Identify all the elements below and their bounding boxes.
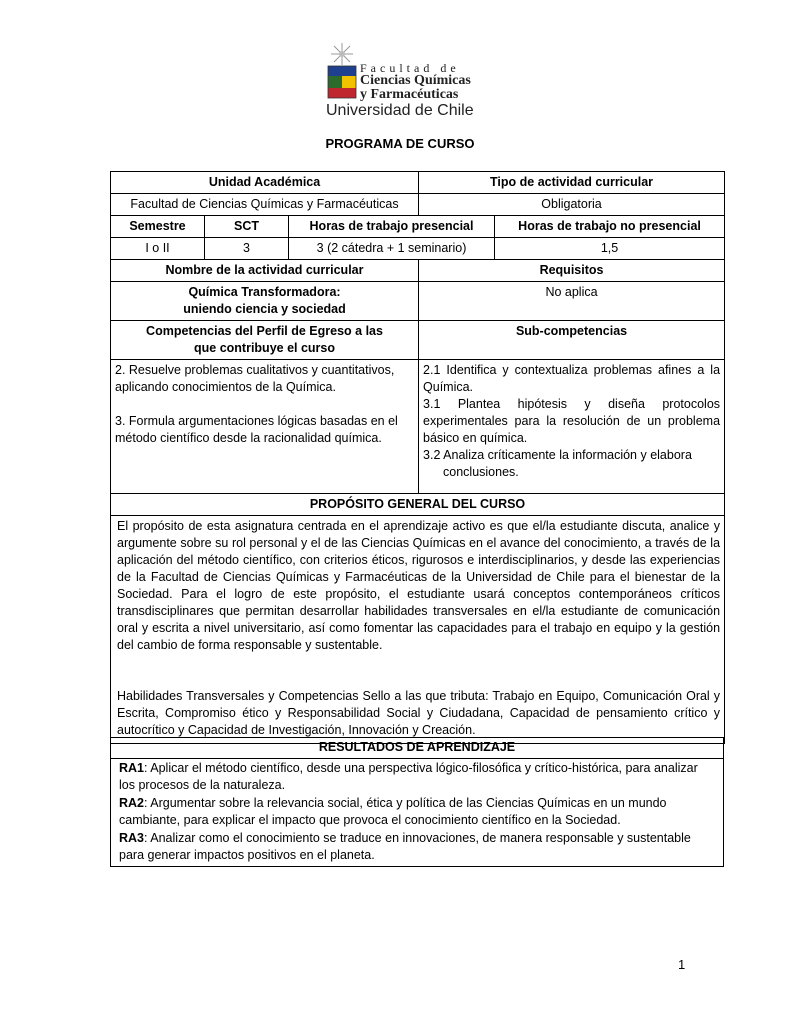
shield-icon (328, 66, 356, 98)
sct-value: 3 (205, 238, 289, 260)
semestre-value: I o II (111, 238, 205, 260)
sub-3-2: 3.2 Analiza críticamente la información y elabora (423, 448, 692, 462)
semestre-header: Semestre (111, 216, 205, 238)
horas-presencial-header: Horas de trabajo presencial (289, 216, 495, 238)
logo-text (360, 62, 471, 102)
ra1-text: : Aplicar el método científico, desde una perspectiva lógico-filosófica y crítico-histórica, para analizar los procesos de la naturaleza. (119, 760, 698, 792)
horas-presencial-value: 3 (2 cátedra + 1 seminario) (289, 238, 495, 260)
subcompetencias-header: Sub-competencias (419, 321, 725, 360)
competencia-2: 2. Resuelve problemas cualitativos y cuantitativos, aplicando conocimientos de la Química. (115, 363, 395, 394)
sub-2-1: 2.1 Identifica y contextualiza problemas afines a la Química. (423, 363, 721, 394)
ra2-label: RA2 (119, 795, 145, 810)
sub-3-2-cont: conclusiones. (443, 465, 519, 479)
logo-line-1: Facultad de (360, 61, 460, 75)
proposito-paragraph-2: Habilidades Transversales y Competencias Sello a las que tributa: Trabajo en Equipo, Comunicación Oral y Escrita, Compromiso ético y Responsabilidad Social y Ciudadana, Capacidad de pensamiento crítico y autocrítico y Capacidad de Investigación, Innovación y Creación. (117, 689, 721, 737)
tipo-header: Tipo de actividad curricular (419, 172, 725, 194)
ra3-text: : Analizar como el conocimiento se traduce en innovaciones, de manera responsable y sustentable para generar impactos positivos en el planeta. (119, 830, 691, 862)
proposito-header: PROPÓSITO GENERAL DEL CURSO (111, 494, 725, 516)
nombre-value (111, 282, 419, 321)
competencias-header-text: Competencias del Perfil de Egreso a las que contribuye el curso (146, 324, 383, 355)
competencia-3: 3. Formula argumentaciones lógicas basadas en el método científico desde la racionalidad química. (115, 414, 398, 445)
requisitos-header: Requisitos (419, 260, 725, 282)
logo-line-2: Ciencias Químicas (360, 73, 471, 88)
nombre-line-2: uniendo ciencia y sociedad (183, 302, 346, 316)
proposito-paragraph-1: El propósito de esta asignatura centrada en el aprendizaje activo es que el/la estudiante discuta, analice y argumente sobre su rol personal y el de las Ciencias Químicas en el avance del conocimiento, a través de la aplicación del método científico, con criterios éticos, rigurosos e interdisciplinarios, y desde las experiencias de la Facultad de Ciencias Químicas y Farmacéuticas de la Universidad de Chile para el bienestar de la Sociedad. Para el logro de este propósito, el estudiante usará conceptos contemporáneos críticos transdisciplinares que permitan desarrollar habilidades transversales en el/la estudiante de comunicación oral y escrita a nivel universitario, así como fomentar las capacidades para el trabajo en equipo y la gestión del cambio de forma responsable y sustentable. (117, 519, 721, 652)
ra3-item (119, 830, 715, 865)
nombre-line-1: Química Transformadora: (188, 285, 341, 299)
tipo-value: Obligatoria (419, 194, 725, 216)
competencias-header (111, 321, 419, 360)
requisitos-value: No aplica (419, 282, 725, 321)
competencias-list (111, 360, 419, 494)
ra2-item (119, 795, 715, 830)
unidad-header: Unidad Académica (111, 172, 419, 194)
unidad-value: Facultad de Ciencias Químicas y Farmacéuticas (111, 194, 419, 216)
ra2-text: : Argumentar sobre la relevancia social, ética y política de las Ciencias Químicas en un mundo cambiante, para explicar el impacto que provoca el conocimiento científico en la Sociedad. (119, 795, 667, 827)
ra3-label: RA3 (119, 830, 145, 845)
logo-line-3: y Farmacéuticas (360, 87, 459, 102)
horas-no-presencial-header: Horas de trabajo no presencial (495, 216, 725, 238)
ra1-label: RA1 (119, 760, 145, 775)
subcompetencias-list (419, 360, 725, 494)
resultados-body (111, 758, 724, 866)
resultados-header: RESULTADOS DE APRENDIZAJE (111, 738, 724, 759)
page-title: PROGRAMA DE CURSO (325, 136, 475, 151)
sub-3-1: 3.1 Plantea hipótesis y diseña protocolos experimentales para la resolución de un problema básico en química. (423, 397, 721, 445)
horas-no-presencial-value: 1,5 (495, 238, 725, 260)
nombre-header: Nombre de la actividad curricular (111, 260, 419, 282)
page-number: 1 (678, 957, 686, 972)
logo-university: Universidad de Chile (326, 102, 474, 119)
resultados-table (110, 737, 724, 867)
course-table (110, 171, 725, 744)
sct-header: SCT (205, 216, 289, 238)
star-icon (331, 43, 353, 65)
ra1-item (119, 760, 715, 795)
proposito-body (111, 516, 725, 744)
